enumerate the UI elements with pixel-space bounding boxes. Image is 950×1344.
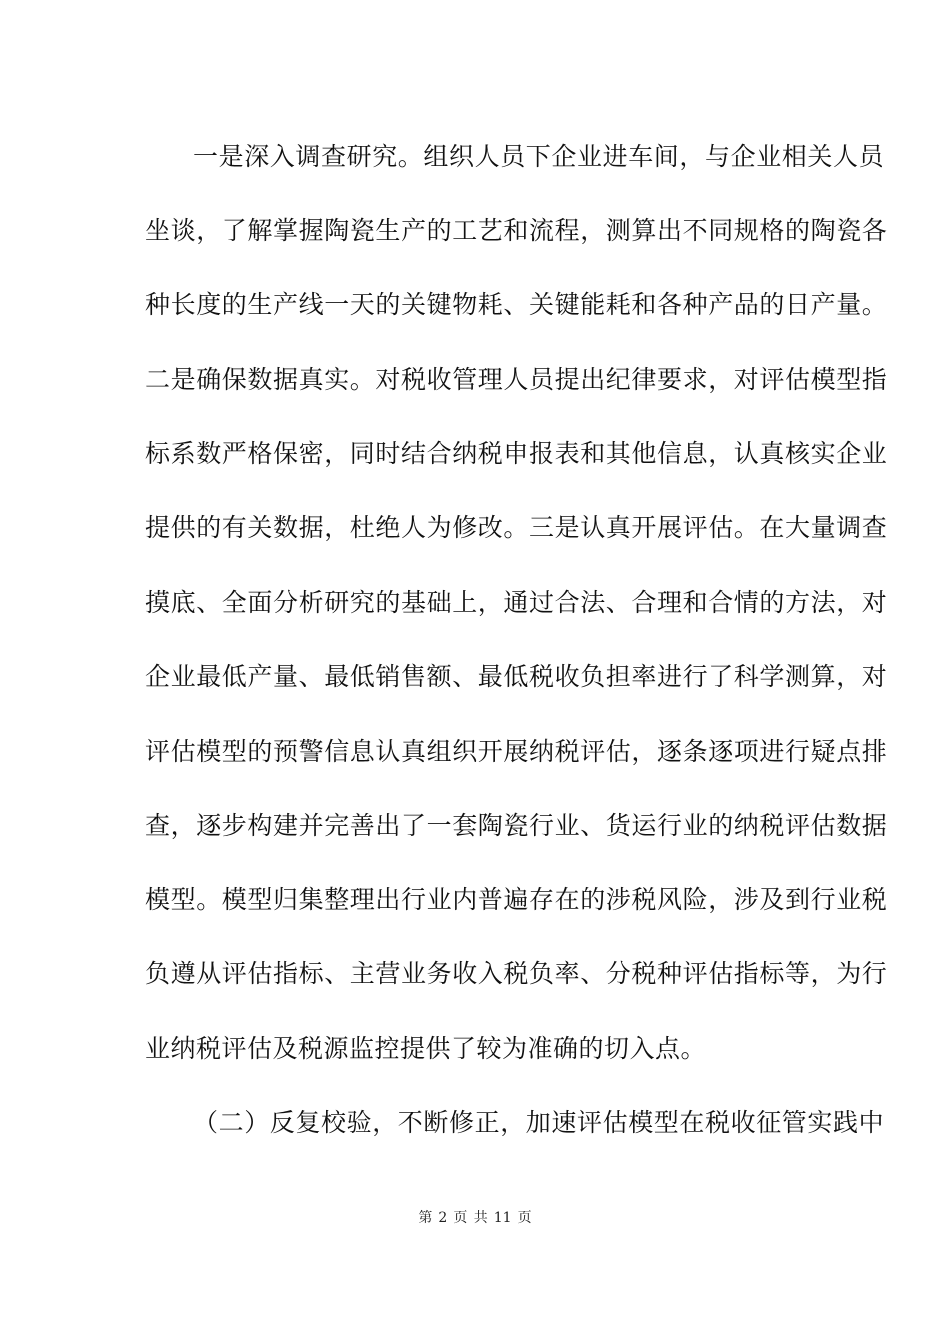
footer-middle: 页 共 bbox=[453, 1210, 488, 1226]
paragraph-line: 摸底、全面分析研究的基础上，通过合法、合理和合情的方法，对 bbox=[145, 588, 888, 617]
paragraph-line: 企业最低产量、最低销售额、最低税收负担率进行了科学测算，对 bbox=[145, 662, 888, 691]
paragraph-line: 业纳税评估及税源监控提供了较为准确的切入点。 bbox=[145, 1034, 707, 1063]
paragraph-line: 坐谈，了解掌握陶瓷生产的工艺和流程，测算出不同规格的陶瓷各 bbox=[145, 216, 888, 245]
paragraph-line: 一是深入调查研究。组织人员下企业进车间，与企业相关人员 bbox=[193, 142, 885, 171]
paragraph-line: 种长度的生产线一天的关键物耗、关键能耗和各种产品的日产量。 bbox=[145, 290, 888, 319]
paragraph-line: 评估模型的预警信息认真组织开展纳税评估，逐条逐项进行疑点排 bbox=[145, 737, 888, 766]
footer-total-pages: 11 bbox=[493, 1210, 512, 1226]
footer-suffix: 页 bbox=[517, 1210, 532, 1226]
footer-prefix: 第 bbox=[418, 1210, 433, 1226]
paragraph-line: 二是确保数据真实。对税收管理人员提出纪律要求，对评估模型指 bbox=[145, 365, 888, 394]
page-footer bbox=[0, 1209, 950, 1227]
section-heading: （二）反复校验，不断修正，加速评估模型在税收征管实践中 bbox=[193, 1108, 885, 1137]
paragraph-line: 负遵从评估指标、主营业务收入税负率、分税种评估指标等，为行 bbox=[145, 959, 888, 988]
footer-page-number: 2 bbox=[438, 1210, 448, 1226]
paragraph-line: 查，逐步构建并完善出了一套陶瓷行业、货运行业的纳税评估数据 bbox=[145, 811, 888, 840]
paragraph-line: 模型。模型归集整理出行业内普遍存在的涉税风险，涉及到行业税 bbox=[145, 885, 888, 914]
paragraph-line: 提供的有关数据，杜绝人为修改。三是认真开展评估。在大量调查 bbox=[145, 513, 888, 542]
paragraph-line: 标系数严格保密，同时结合纳税申报表和其他信息，认真核实企业 bbox=[145, 439, 888, 468]
